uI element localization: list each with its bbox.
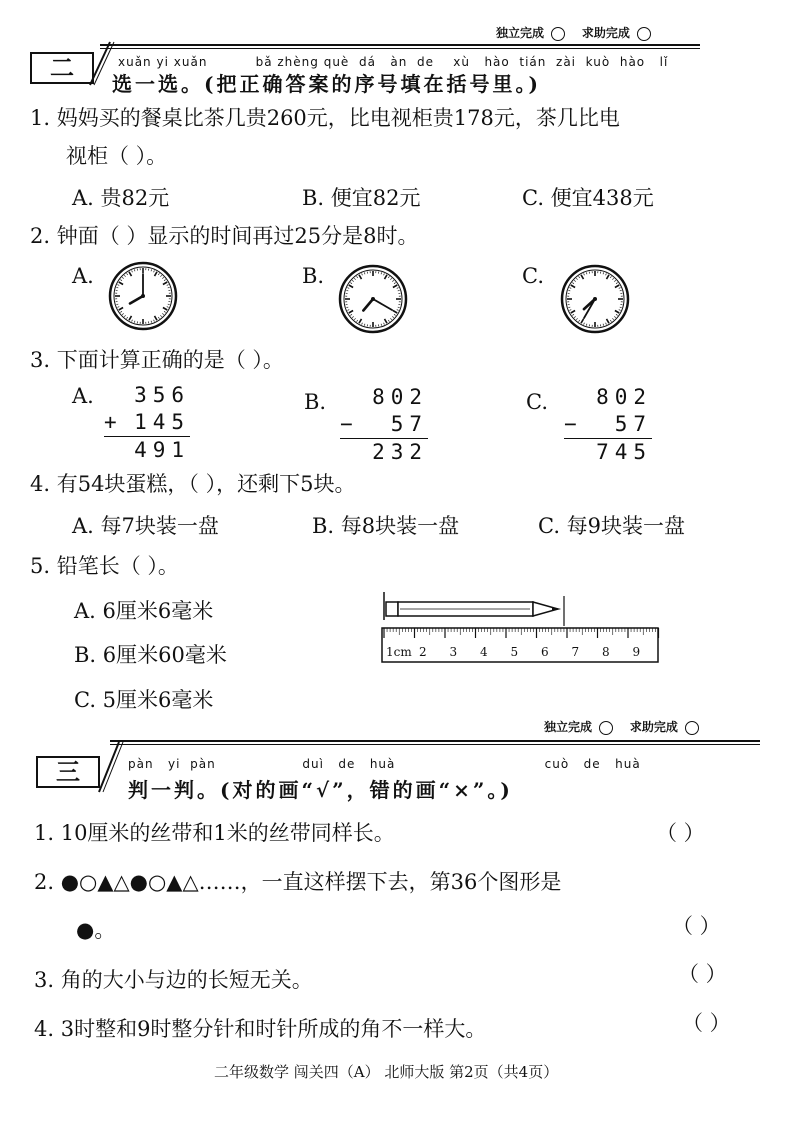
section3-top-rule bbox=[110, 740, 760, 742]
j1-text: 1. 10厘米的丝带和1米的丝带同样长。 bbox=[34, 821, 395, 845]
calc-b-bottom: 57 bbox=[390, 412, 428, 436]
assisted-label-3: 求助完成 bbox=[629, 720, 678, 734]
j1-answer-paren[interactable]: （ ） bbox=[656, 821, 705, 845]
independent-label-3: 独立完成 bbox=[544, 720, 593, 734]
ruler-label: 9 bbox=[632, 645, 641, 659]
section3-pinyin: pàn yi pàn duì de huà cuò de huà bbox=[128, 757, 641, 771]
status-tags-3 bbox=[544, 718, 699, 735]
section2-pinyin: xuǎn yi xuǎn bǎ zhèng què dá àn de xù hào tián zài kuò hào lǐ bbox=[118, 55, 669, 69]
calc-a-result: 491 bbox=[104, 436, 190, 464]
calc-a-op: + bbox=[104, 410, 117, 434]
q1-option-a[interactable]: A. 贵82元 bbox=[72, 186, 170, 210]
independent-circle-icon-3[interactable] bbox=[599, 721, 613, 735]
ruler-label: 2 bbox=[419, 645, 427, 659]
clock-center bbox=[593, 297, 597, 301]
section3-top-rule-thin bbox=[110, 744, 760, 745]
q4-option-a[interactable]: A. 每7块装一盘 bbox=[72, 514, 219, 538]
calc-c bbox=[564, 384, 652, 466]
q2-label-b[interactable]: B. bbox=[302, 264, 325, 288]
q3-label-a[interactable]: A. bbox=[72, 384, 94, 408]
q1-line1: 1. 妈妈买的餐桌比茶几贵260元，比电视柜贵178元，茶几比电 bbox=[30, 106, 620, 130]
j4-text: 4. 3时整和9时整分针和时针所成的角不一样大。 bbox=[34, 1017, 487, 1041]
q1-option-b[interactable]: B. 便宜82元 bbox=[302, 186, 421, 210]
q4-option-b[interactable]: B. 每8块装一盘 bbox=[312, 514, 460, 538]
assisted-circle-icon[interactable] bbox=[637, 27, 651, 41]
calc-a-top: 356 bbox=[134, 383, 190, 407]
calc-c-top: 802 bbox=[596, 385, 652, 409]
q5-option-c[interactable]: C. 5厘米6毫米 bbox=[74, 688, 214, 712]
calc-c-op: − bbox=[564, 412, 577, 436]
calc-a-bottom: 145 bbox=[134, 410, 190, 434]
j2-line1: 2. ●○▲△●○▲△……，一直这样摆下去，第36个图形是 bbox=[34, 870, 562, 894]
q3-text: 3. 下面计算正确的是（ ）。 bbox=[30, 348, 284, 372]
ruler-label: 5 bbox=[510, 645, 519, 659]
q5-option-b[interactable]: B. 6厘米60毫米 bbox=[74, 643, 227, 667]
pencil-icon bbox=[384, 592, 564, 626]
section3-title: 判一判。(对的画“√”，错的画“×”。) bbox=[128, 778, 513, 802]
clock-center bbox=[141, 294, 145, 298]
ruler-label: 4 bbox=[480, 645, 488, 659]
j3-answer-paren[interactable]: （ ） bbox=[678, 962, 727, 986]
j2-line2: ●。 bbox=[76, 918, 116, 942]
q2-label-a[interactable]: A. bbox=[72, 264, 94, 288]
calc-b-result: 232 bbox=[340, 438, 428, 466]
clock-c[interactable] bbox=[558, 262, 632, 336]
calc-b-op: − bbox=[340, 412, 353, 436]
j2-answer-paren[interactable]: （ ） bbox=[672, 914, 721, 938]
q4-text: 4. 有54块蛋糕，（ ），还剩下5块。 bbox=[30, 472, 356, 496]
j3-text: 3. 角的大小与边的长短无关。 bbox=[34, 968, 313, 992]
section2-title: 选一选。(把正确答案的序号填在括号里。) bbox=[112, 72, 541, 96]
independent-label: 独立完成 bbox=[496, 26, 545, 40]
ruler-label: 3 bbox=[449, 645, 458, 659]
section3-slash-decoration bbox=[94, 740, 124, 796]
clock-center bbox=[371, 297, 375, 301]
calc-c-result: 745 bbox=[564, 438, 652, 466]
q3-label-b[interactable]: B. bbox=[304, 390, 327, 414]
status-tags bbox=[496, 24, 651, 41]
ruler-label: 1cm bbox=[386, 645, 412, 659]
clock-b[interactable] bbox=[336, 262, 410, 336]
calc-b bbox=[340, 384, 428, 466]
section2-top-rule bbox=[100, 44, 700, 46]
q2-text: 2. 钟面（ ）显示的时间再过25分是8时。 bbox=[30, 224, 419, 248]
independent-circle-icon[interactable] bbox=[551, 27, 565, 41]
q2-label-c[interactable]: C. bbox=[522, 264, 544, 288]
j4-answer-paren[interactable]: （ ） bbox=[682, 1011, 731, 1035]
q4-option-c[interactable]: C. 每9块装一盘 bbox=[538, 514, 686, 538]
q3-label-c[interactable]: C. bbox=[526, 390, 548, 414]
section2-slash-decoration bbox=[85, 40, 115, 90]
q1-line2: 视柜（ ）。 bbox=[66, 144, 168, 168]
assisted-label: 求助完成 bbox=[581, 26, 630, 40]
q5-option-a[interactable]: A. 6厘米6毫米 bbox=[74, 599, 214, 623]
ruler-label: 6 bbox=[541, 645, 549, 659]
q1-option-c[interactable]: C. 便宜438元 bbox=[522, 186, 654, 210]
pencil-ruler-figure bbox=[378, 590, 664, 666]
calc-b-top: 802 bbox=[372, 385, 428, 409]
ruler-label: 8 bbox=[602, 645, 610, 659]
q5-text: 5. 铅笔长（ ）。 bbox=[30, 554, 179, 578]
calc-a bbox=[104, 382, 190, 464]
section2-number-box: 二 bbox=[30, 52, 94, 84]
section3-number-box: 三 bbox=[36, 756, 100, 788]
section2-top-rule-thin bbox=[100, 48, 700, 49]
assisted-circle-icon-3[interactable] bbox=[685, 721, 699, 735]
ruler-label: 7 bbox=[571, 645, 580, 659]
calc-c-bottom: 57 bbox=[614, 412, 652, 436]
page-footer: 二年级数学 闯关四（A） 北师大版 第2页（共4页） bbox=[214, 1063, 559, 1081]
clock-a[interactable] bbox=[106, 259, 180, 333]
